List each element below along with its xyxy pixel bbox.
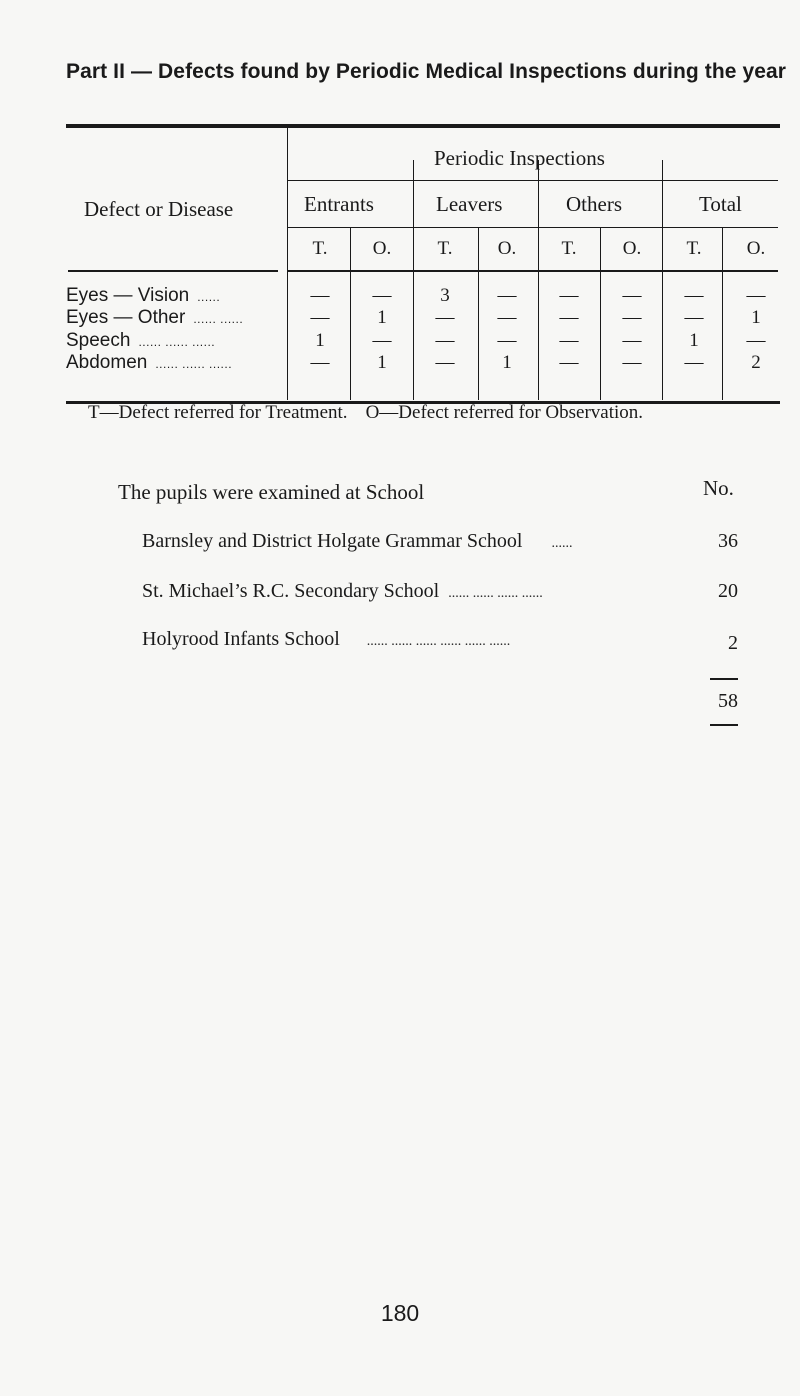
table-cell: — [559,352,579,373]
legend-treatment: T—Defect referred for Treatment. [88,402,348,423]
table-cell: 1 [315,330,325,351]
school-item: Barnsley and District Holgate Grammar School ...... [142,530,573,552]
table-cell: — [497,307,517,328]
table-cell: 1 [502,352,512,373]
sub-o: O. [497,238,517,259]
table-cell: — [435,352,455,373]
table-cell: — [622,285,642,306]
col-divider [662,160,663,400]
table-cell: — [559,285,579,306]
legend [88,402,643,424]
col-divider [287,128,288,400]
sub-o: O. [372,238,392,259]
page-title: Part II — Defects found by Periodic Medical Inspections during the year [66,60,787,83]
group-entrants: Entrants [304,192,374,216]
table-cell: — [684,307,704,328]
table-cell: — [497,330,517,351]
total-rule [710,678,738,680]
group-total: Total [699,192,742,216]
sub-t: T. [312,238,328,259]
group-rule [288,180,778,181]
legend-observation: O—Defect referred for Observation. [365,402,644,423]
sub-t: T. [437,238,453,259]
col-divider [350,228,351,400]
col-divider [600,228,601,400]
page-number: 180 [380,1300,420,1326]
table-cell: 1 [377,307,387,328]
col-divider [478,228,479,400]
table-cell: — [746,330,766,351]
table-cell: — [622,307,642,328]
table-cell: — [310,285,330,306]
school-item: Holyrood Infants School ...... ...... ...... ...... ...... ...... [142,628,511,650]
table-cell: — [435,330,455,351]
table-cell: — [622,352,642,373]
school-count: 20 [718,580,738,602]
group-leavers: Leavers [436,192,503,216]
row-label: Speech ...... ...... ...... [66,330,216,351]
sub-o: O. [746,238,766,259]
table-top-rule [66,124,780,128]
count-header: No. [703,476,734,500]
row-label: Eyes — Other ...... ...... [66,307,244,328]
schools-total: 58 [718,690,738,712]
group-others: Others [566,192,622,216]
school-item: St. Michael’s R.C. Secondary School ...... ...... ...... ...... [142,580,543,602]
table-cell: — [559,330,579,351]
group-header: Periodic Inspections [434,146,605,170]
header-rule-right [288,270,778,272]
table-cell: 3 [440,285,450,306]
table-cell: — [684,352,704,373]
table-cell: — [746,285,766,306]
header-rule-left [68,270,278,272]
table-cell: — [622,330,642,351]
table-cell: — [310,307,330,328]
row-label: Abdomen ...... ...... ...... [66,352,233,373]
school-count: 2 [728,632,738,654]
table-cell: 1 [689,330,699,351]
pupils-intro: The pupils were examined at School [118,480,425,504]
table-cell: 1 [377,352,387,373]
total-rule [710,724,738,726]
subgroup-rule [288,227,778,228]
row-header: Defect or Disease [84,197,234,221]
sub-t: T. [686,238,702,259]
col-divider [538,160,539,400]
col-divider [722,228,723,400]
sub-o: O. [622,238,642,259]
table-cell: — [372,330,392,351]
school-count: 36 [718,530,738,552]
table-cell: — [684,285,704,306]
row-label: Eyes — Vision ...... [66,285,221,306]
table-cell: — [310,352,330,373]
table-cell: — [559,307,579,328]
sub-t: T. [561,238,577,259]
table-cell: — [372,285,392,306]
table-cell: 2 [751,352,761,373]
table-cell: 1 [751,307,761,328]
table-cell: — [435,307,455,328]
col-divider [413,160,414,400]
table-cell: — [497,285,517,306]
